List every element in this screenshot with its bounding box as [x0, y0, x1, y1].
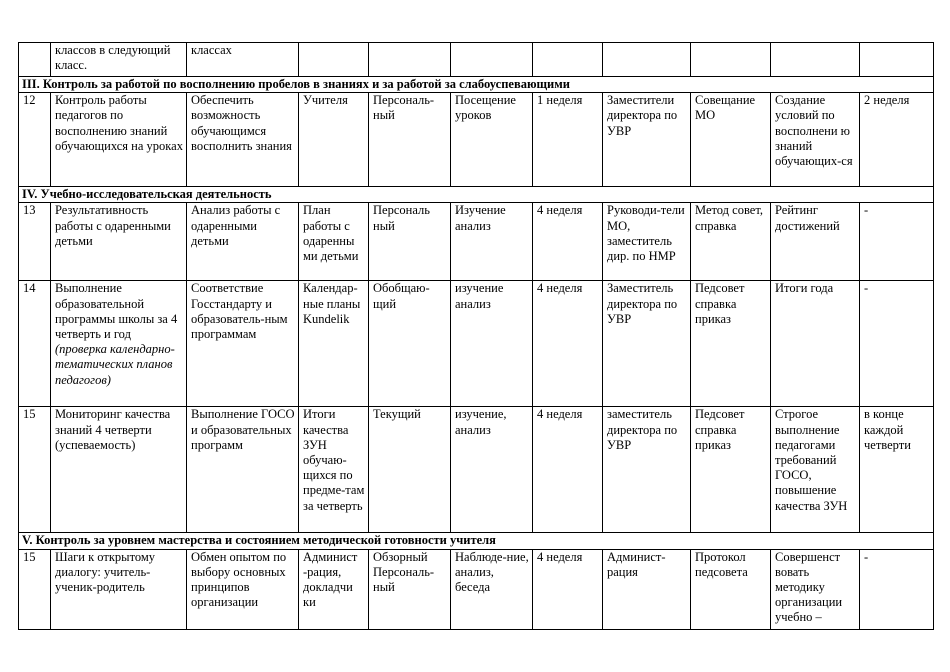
cell-method: Посещение уроков: [451, 93, 533, 187]
cell-deadline: 4 неделя: [533, 281, 603, 407]
cell-goal: Обмен опытом по выбору основных принципов организации: [187, 549, 299, 629]
cell-decision: Строгое выполнение педагогами требований ГОСО, повышение качества ЗУН: [771, 407, 860, 533]
cell-method: изучение анализ: [451, 281, 533, 407]
cell-goal: Соответствие Госстандарту и образователь-ным программам: [187, 281, 299, 407]
cell-subject: классов в следующий класс.: [51, 43, 187, 77]
cell-number: 15: [19, 549, 51, 629]
cell-recheck: -: [860, 281, 934, 407]
cell-review: Совещание МО: [691, 93, 771, 187]
cell-decision: Создание условий по восполнени ю знаний обучающих-ся: [771, 93, 860, 187]
subject-note: (проверка календарно-тематических планов педагогов): [55, 342, 175, 387]
table-row: [19, 407, 934, 533]
subject-text: Выполнение образовательной программы школы за 4 четверть и год: [55, 281, 178, 342]
cell-method: изучение, анализ: [451, 407, 533, 533]
cell-goal: Анализ работы с одаренными детьми: [187, 203, 299, 281]
cell-subject: Контроль работы педагогов по восполнению знаний обучающихся на уроках: [51, 93, 187, 187]
cell-deadline: 4 неделя: [533, 407, 603, 533]
cell-recheck: 2 неделя: [860, 93, 934, 187]
cell-recheck: -: [860, 203, 934, 281]
cell-responsible: Заместитель директора по УВР: [603, 281, 691, 407]
cell-recheck: -: [860, 549, 934, 629]
cell-subject: Результативность работы с одаренными детьми: [51, 203, 187, 281]
cell-type: Обобщаю-щий: [369, 281, 451, 407]
table-row: [19, 281, 934, 407]
table-row: [19, 203, 934, 281]
table-row: [19, 43, 934, 77]
cell-decision: Итоги года: [771, 281, 860, 407]
table-row: [19, 93, 934, 187]
cell-review: Педсовет справка приказ: [691, 281, 771, 407]
cell-type: Текущий: [369, 407, 451, 533]
cell-object: Учителя: [299, 93, 369, 187]
cell-goal: Выполнение ГОСО и образовательных программ: [187, 407, 299, 533]
section-row: [19, 77, 934, 93]
cell-type: Персональ ный: [369, 203, 451, 281]
cell-recheck: [860, 43, 934, 77]
cell-type: [369, 43, 451, 77]
section-row: [19, 533, 934, 549]
cell-object: [299, 43, 369, 77]
cell-decision: Рейтинг достижений: [771, 203, 860, 281]
cell-object: Итоги качества ЗУН обучаю-щихся по предме-там за четверть: [299, 407, 369, 533]
section-title: III. Контроль за работой по восполнению пробелов в знаниях и за работой за слабоуспевающими: [19, 77, 934, 93]
cell-deadline: 4 неделя: [533, 203, 603, 281]
section-title: IV. Учебно-исследовательская деятельность: [19, 187, 934, 203]
cell-recheck: в конце каждой четверти: [860, 407, 934, 533]
cell-number: 15: [19, 407, 51, 533]
cell-deadline: 1 неделя: [533, 93, 603, 187]
cell-subject: Мониторинг качества знаний 4 четверти (успеваемость): [51, 407, 187, 533]
control-plan-table: [18, 42, 934, 630]
cell-goal: классах: [187, 43, 299, 77]
cell-responsible: заместитель директора по УВР: [603, 407, 691, 533]
cell-type: Персональ-ный: [369, 93, 451, 187]
cell-review: Протокол педсовета: [691, 549, 771, 629]
cell-method: Наблюде-ние, анализ, беседа: [451, 549, 533, 629]
section-row: [19, 187, 934, 203]
cell-number: 12: [19, 93, 51, 187]
cell-goal: Обеспечить возможность обучающимся восполнить знания: [187, 93, 299, 187]
cell-number: 13: [19, 203, 51, 281]
cell-deadline: [533, 43, 603, 77]
section-title: V. Контроль за уровнем мастерства и состоянием методической готовности учителя: [19, 533, 934, 549]
cell-number: 14: [19, 281, 51, 407]
cell-review: Педсовет справка приказ: [691, 407, 771, 533]
cell-method: Изучение анализ: [451, 203, 533, 281]
cell-responsible: Админист-рация: [603, 549, 691, 629]
cell-review: Метод совет, справка: [691, 203, 771, 281]
cell-subject: Шаги к открытому диалогу: учитель-ученик-родитель: [51, 549, 187, 629]
table-row: [19, 549, 934, 629]
cell-review: [691, 43, 771, 77]
cell-object: Календар-ные планы Kundelik: [299, 281, 369, 407]
cell-object: Админист -рация, докладчи ки: [299, 549, 369, 629]
cell-responsible: Руководи-тели МО, заместитель дир. по НМР: [603, 203, 691, 281]
cell-type: Обзорный Персональ-ный: [369, 549, 451, 629]
cell-deadline: 4 неделя: [533, 549, 603, 629]
cell-method: [451, 43, 533, 77]
cell-responsible: Заместители директора по УВР: [603, 93, 691, 187]
cell-number: [19, 43, 51, 77]
cell-responsible: [603, 43, 691, 77]
cell-object: План работы с одаренны ми детьми: [299, 203, 369, 281]
cell-subject: [51, 281, 187, 407]
cell-decision: Совершенст вовать методику организации учебно –: [771, 549, 860, 629]
cell-decision: [771, 43, 860, 77]
